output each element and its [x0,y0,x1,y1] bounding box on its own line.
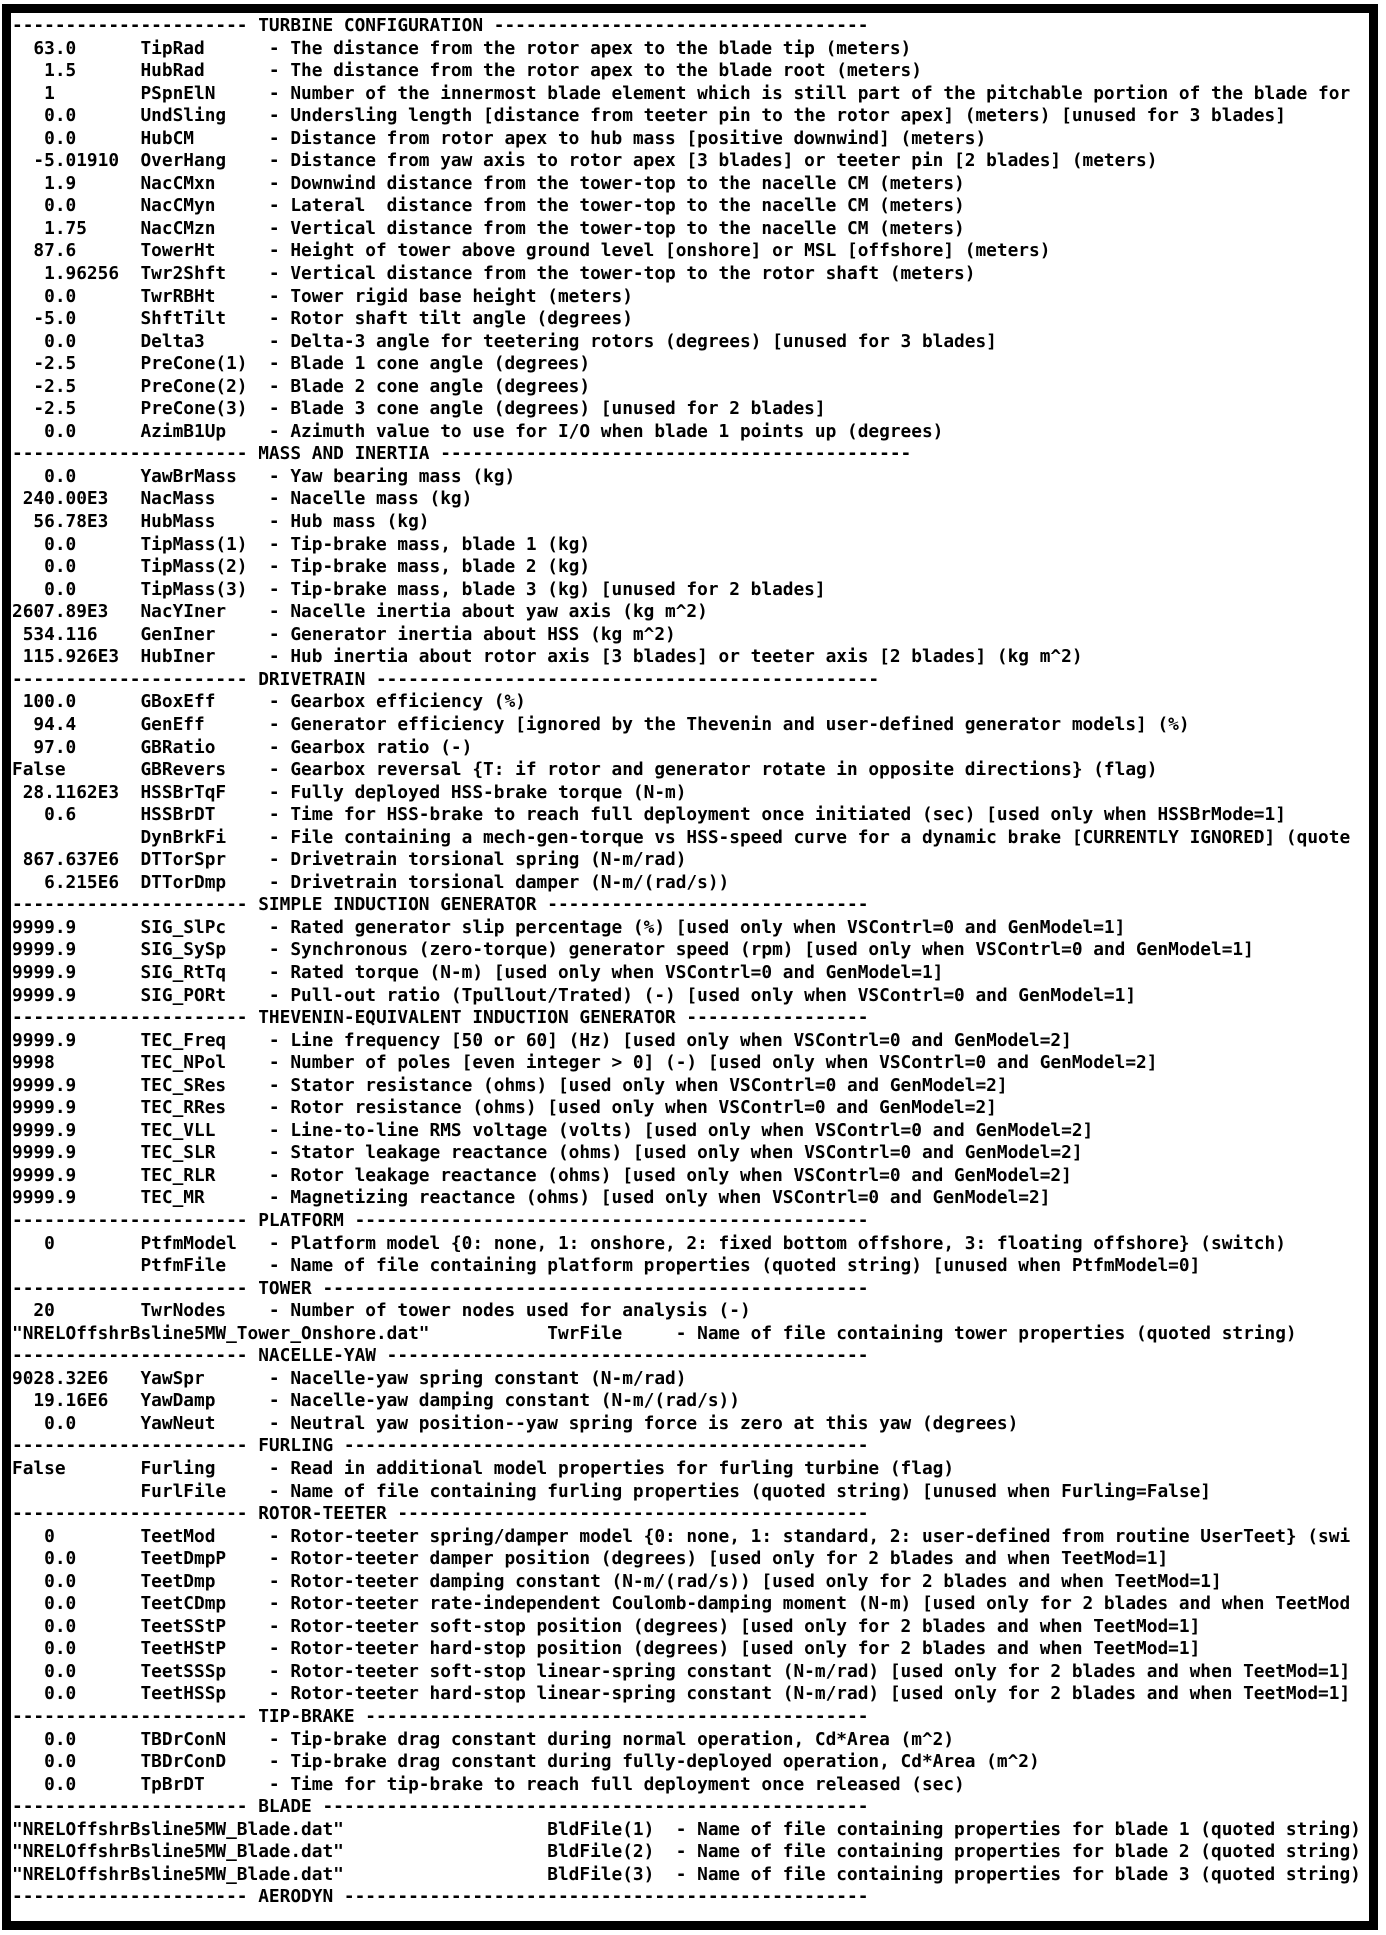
file-line: 0.0 TipMass(1) - Tip-brake mass, blade 1 (kg) [12,533,591,555]
file-line: 19.16E6 YawDamp - Nacelle-yaw damping constant (N-m/(rad/s)) [12,1390,740,1412]
file-line: "NRELOffshrBsline5MW_Blade.dat" BldFile(2) - Name of file containing properties for blade 2 (quoted string) [12,1841,1361,1863]
file-line: 1.96256 Twr2Shft - Vertical distance from the tower-top to the rotor shaft (meters) [12,263,976,285]
file-line: 867.637E6 DTTorSpr - Drivetrain torsional spring (N-m/rad) [12,849,687,871]
file-line: 20 TwrNodes - Number of tower nodes used for analysis (-) [12,1300,751,1322]
file-line: DynBrkFi - File containing a mech-gen-torque vs HSS-speed curve for a dynamic brake [CURRENTLY IGNORED] (quote [12,826,1351,848]
file-line: -5.0 ShftTilt - Rotor shaft tilt angle (degrees) [12,308,633,330]
section-header-line: ---------------------- TOWER --------------------------------------------------- [12,1277,869,1299]
file-line: "NRELOffshrBsline5MW_Tower_Onshore.dat" TwrFile - Name of file containing tower properties (quoted string) [12,1322,1297,1344]
file-line: 63.0 TipRad - The distance from the rotor apex to the blade tip (meters) [12,37,912,59]
file-line: "NRELOffshrBsline5MW_Blade.dat" BldFile(3) - Name of file containing properties for blade 3 (quoted string) [12,1863,1361,1885]
file-line: 100.0 GBoxEff - Gearbox efficiency (%) [12,691,526,713]
file-line: -5.01910 OverHang - Distance from yaw axis to rotor apex [3 blades] or teeter pin [2 blades] (meters) [12,150,1158,172]
file-line: 0.0 TipMass(2) - Tip-brake mass, blade 2 (kg) [12,556,591,578]
file-line: 0.0 TeetHStP - Rotor-teeter hard-stop position (degrees) [used only for 2 blades and when TeetMod=1] [12,1638,1201,1660]
section-header-line: ---------------------- TIP-BRAKE ----------------------------------------------- [12,1706,869,1728]
file-line: 0.0 TwrRBHt - Tower rigid base height (meters) [12,285,633,307]
file-line: -2.5 PreCone(2) - Blade 2 cone angle (degrees) [12,375,591,397]
file-line: 9999.9 SIG_SySp - Synchronous (zero-torque) generator speed (rpm) [used only when VSContrl=0 and GenModel=1] [12,939,1254,961]
file-line: 0.0 NacCMyn - Lateral distance from the tower-top to the nacelle CM (meters) [12,195,965,217]
file-line: 240.00E3 NacMass - Nacelle mass (kg) [12,488,473,510]
file-line: 9999.9 TEC_SRes - Stator resistance (ohms) [used only when VSContrl=0 and GenModel=2] [12,1074,1008,1096]
file-line: False Furling - Read in additional model properties for furling turbine (flag) [12,1458,955,1479]
file-line: -2.5 PreCone(1) - Blade 1 cone angle (degrees) [12,353,591,375]
file-line: 9999.9 TEC_MR - Magnetizing reactance (ohms) [used only when VSContrl=0 and GenModel=2] [12,1187,1051,1209]
file-line: 115.926E3 HubIner - Hub inertia about rotor axis [3 blades] or teeter axis [2 blades] (kg m^2) [12,646,1083,668]
file-line: FurlFile - Name of file containing furling properties (quoted string) [unused when Furling=False] [12,1480,1211,1502]
file-line: 97.0 GBRatio - Gearbox ratio (-) [12,736,473,758]
section-header-line: ---------------------- FURLING ------------------------------------------------- [12,1435,869,1457]
document-frame [2,4,1378,1930]
file-line: 0.0 TBDrConD - Tip-brake drag constant during fully-deployed operation, Cd*Area (m^2) [12,1751,1040,1773]
file-line: 0.0 TeetHSSp - Rotor-teeter hard-stop linear-spring constant (N-m/rad) [used only for 2 blades and when TeetMod=1] [12,1683,1351,1705]
section-header-line: ---------------------- PLATFORM ------------------------------------------------ [12,1209,869,1231]
file-line: 1.9 NacCMxn - Downwind distance from the tower-top to the nacelle CM (meters) [12,172,965,194]
file-line: PtfmFile - Name of file containing platform properties (quoted string) [unused when PtfmModel=0] [12,1255,1201,1277]
file-line: 0 PtfmModel - Platform model {0: none, 1: onshore, 2: fixed bottom offshore, 3: floating offshore} (switch) [12,1232,1286,1254]
file-line: 9999.9 TEC_Freq - Line frequency [50 or 60] (Hz) [used only when VSContrl=0 and GenModel=2] [12,1029,1072,1051]
file-line: 87.6 TowerHt - Height of tower above ground level [onshore] or MSL [offshore] (meters) [12,240,1051,262]
file-line: 9998 TEC_NPol - Number of poles [even integer > 0] (-) [used only when VSContrl=0 and GenModel=2] [12,1052,1158,1074]
section-header-line: ---------------------- NACELLE-YAW --------------------------------------------- [12,1345,869,1367]
file-line: 0.6 HSSBrDT - Time for HSS-brake to reach full deployment once initiated (sec) [used only when HSSBrMode=1] [12,804,1286,826]
file-line: 0.0 Delta3 - Delta-3 angle for teetering rotors (degrees) [unused for 3 blades] [12,330,997,352]
file-line: 0.0 TBDrConN - Tip-brake drag constant during normal operation, Cd*Area (m^2) [12,1728,955,1750]
section-header-line: ---------------------- DRIVETRAIN ----------------------------------------------- [12,668,880,690]
file-line: 1 PSpnElN - Number of the innermost blade element which is still part of the pitchable portion of the blade for [12,82,1351,104]
file-line: 534.116 GenIner - Generator inertia about HSS (kg m^2) [12,623,676,645]
file-line: 0.0 TipMass(3) - Tip-brake mass, blade 3 (kg) [unused for 2 blades] [12,578,826,600]
file-line: -2.5 PreCone(3) - Blade 3 cone angle (degrees) [unused for 2 blades] [12,398,826,420]
file-line: 9028.32E6 YawSpr - Nacelle-yaw spring constant (N-m/rad) [12,1367,687,1389]
file-line: 1.5 HubRad - The distance from the rotor apex to the blade root (meters) [12,60,922,82]
section-header-line: ---------------------- THEVENIN-EQUIVALENT INDUCTION GENERATOR ----------------- [12,1007,869,1029]
file-line: 9999.9 TEC_SLR - Stator leakage reactance (ohms) [used only when VSContrl=0 and GenModel=2] [12,1142,1083,1164]
file-line: False GBRevers - Gearbox reversal {T: if rotor and generator rotate in opposite directions} (flag) [12,759,1158,781]
file-line: 1.75 NacCMzn - Vertical distance from the tower-top to the nacelle CM (meters) [12,217,965,239]
file-line: 0.0 HubCM - Distance from rotor apex to hub mass [positive downwind] (meters) [12,127,987,149]
file-line: 0.0 AzimB1Up - Azimuth value to use for I/O when blade 1 points up (degrees) [12,420,944,442]
section-header-line: ---------------------- MASS AND INERTIA -------------------------------------------- [12,443,912,465]
file-line: "NRELOffshrBsline5MW_Blade.dat" BldFile(1) - Name of file containing properties for blade 1 (quoted string) [12,1818,1361,1840]
file-line: 0.0 YawBrMass - Yaw bearing mass (kg) [12,465,516,487]
file-line: 0.0 TeetCDmp - Rotor-teeter rate-independent Coulomb-damping moment (N-m) [used only for 2 blades and when TeetMod [12,1593,1351,1615]
file-line: 0.0 TeetSStP - Rotor-teeter soft-stop position (degrees) [used only for 2 blades and when TeetMod=1] [12,1615,1201,1637]
file-line: 9999.9 SIG_PORt - Pull-out ratio (Tpullout/Trated) (-) [used only when VSContrl=0 and GenModel=1] [12,984,1137,1006]
file-line: 6.215E6 DTTorDmp - Drivetrain torsional damper (N-m/(rad/s)) [12,871,730,893]
file-line: 0.0 TeetDmpP - Rotor-teeter damper position (degrees) [used only for 2 blades and when TeetMod=1] [12,1548,1169,1570]
section-header-line: ---------------------- BLADE --------------------------------------------------- [12,1796,869,1818]
file-line: 0.0 UndSling - Undersling length [distance from teeter pin to the rotor apex] (meters) [unused for 3 blades] [12,105,1286,127]
file-line: 56.78E3 HubMass - Hub mass (kg) [12,511,430,533]
section-header-line: ---------------------- AERODYN ------------------------------------------------- [12,1886,869,1908]
file-line: 9999.9 SIG_SlPc - Rated generator slip percentage (%) [used only when VSContrl=0 and GenModel=1] [12,916,1126,938]
file-line: 2607.89E3 NacYIner - Nacelle inertia about yaw axis (kg m^2) [12,601,708,623]
section-header-line: ---------------------- SIMPLE INDUCTION GENERATOR ------------------------------ [12,894,869,916]
file-line: 0 TeetMod - Rotor-teeter spring/damper model {0: none, 1: standard, 2: user-defined from routine UserTeet} (swi [12,1525,1351,1547]
file-line: 0.0 TeetDmp - Rotor-teeter damping constant (N-m/(rad/s)) [used only for 2 blades and when TeetMod=1] [12,1570,1222,1592]
file-line: 28.1162E3 HSSBrTqF - Fully deployed HSS-brake torque (N-m) [12,781,687,803]
file-line: 9999.9 TEC_RRes - Rotor resistance (ohms) [used only when VSContrl=0 and GenModel=2] [12,1097,997,1119]
file-content [12,15,1369,1909]
file-line: 9999.9 TEC_RLR - Rotor leakage reactance (ohms) [used only when VSContrl=0 and GenModel=2] [12,1164,1072,1186]
file-line: 94.4 GenEff - Generator efficiency [ignored by the Thevenin and user-defined generator models] (%) [12,713,1190,735]
file-line: 0.0 TeetSSSp - Rotor-teeter soft-stop linear-spring constant (N-m/rad) [used only for 2 blades and when TeetMod=1] [12,1660,1351,1682]
section-header-line: ---------------------- ROTOR-TEETER -------------------------------------------- [12,1503,869,1525]
file-line: 0.0 YawNeut - Neutral yaw position--yaw spring force is zero at this yaw (degrees) [12,1412,1019,1434]
file-line: 9999.9 SIG_RtTq - Rated torque (N-m) [used only when VSContrl=0 and GenModel=1] [12,961,944,983]
file-line: 9999.9 TEC_VLL - Line-to-line RMS voltage (volts) [used only when VSContrl=0 and GenModel=2] [12,1119,1094,1141]
file-line: 0.0 TpBrDT - Time for tip-brake to reach full deployment once released (sec) [12,1773,965,1795]
section-header-line: ---------------------- TURBINE CONFIGURATION ----------------------------------- [12,15,869,36]
